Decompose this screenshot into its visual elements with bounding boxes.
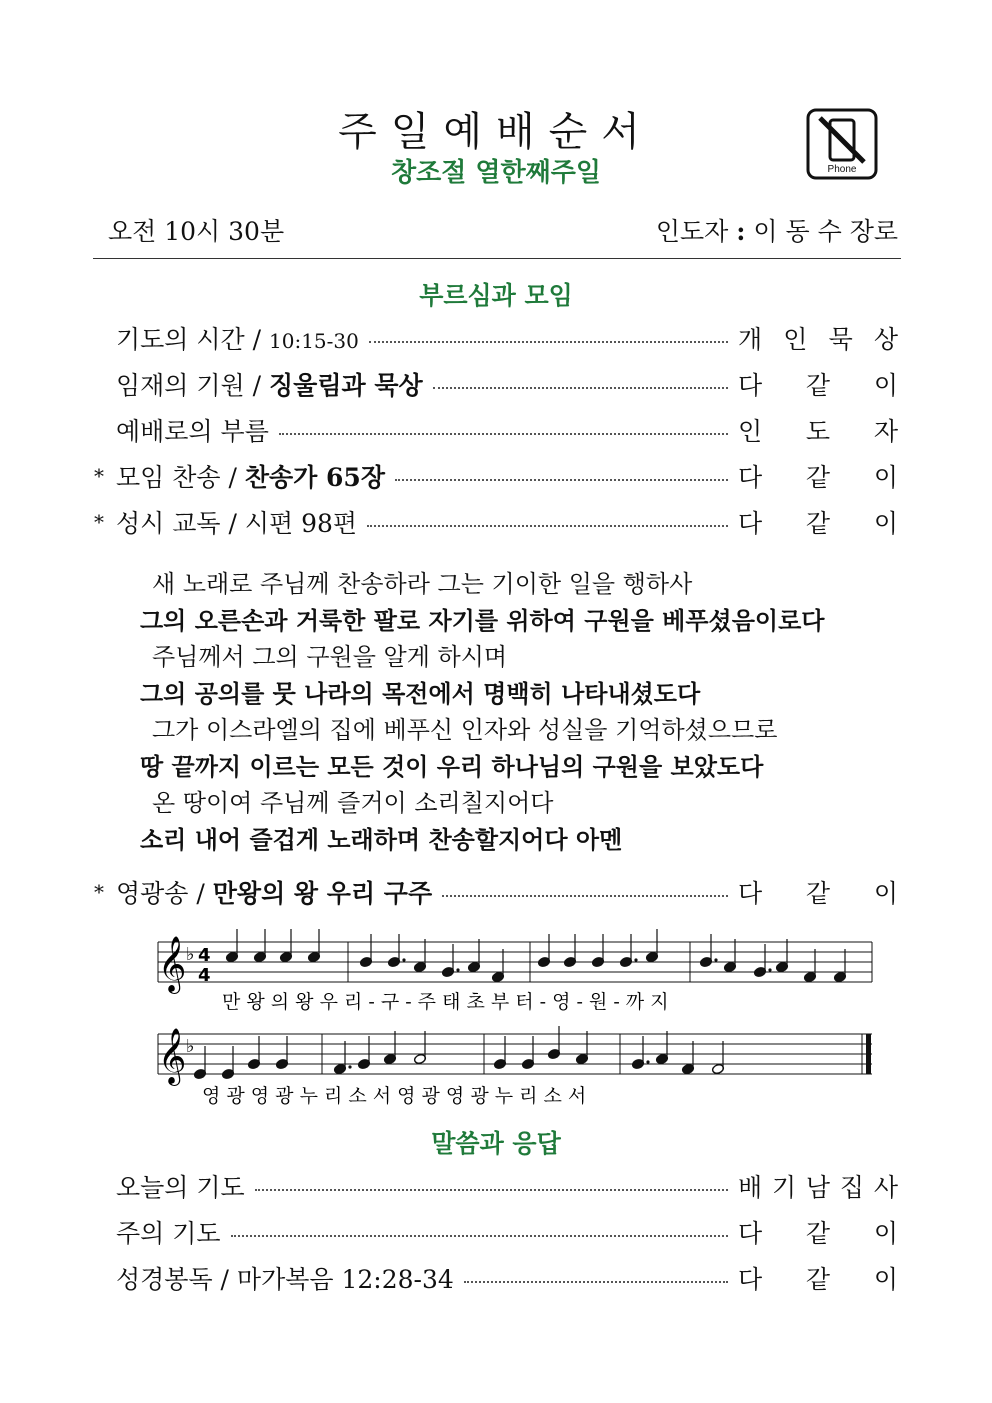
order-item-label: 기도의 시간 / bbox=[116, 325, 270, 354]
page-title: 주일예배순서 bbox=[338, 109, 654, 155]
psalm-line-leader: 그가 이스라엘의 집에 베푸신 인자와 성실을 기억하셨으므로 bbox=[152, 716, 778, 744]
note-dot bbox=[646, 1060, 649, 1063]
leader-colon: : bbox=[736, 217, 746, 246]
leader-dots bbox=[395, 479, 728, 481]
note-dot bbox=[348, 1065, 351, 1068]
leader-dots bbox=[367, 525, 728, 527]
note-dot bbox=[634, 958, 637, 961]
order-item-performer bbox=[738, 1260, 898, 1296]
psalm-line-response: 땅 끝까지 이르는 모든 것이 우리 하나님의 구원을 보았도다 bbox=[140, 752, 764, 781]
note-dot bbox=[714, 958, 717, 961]
order-item-label: 성시 교독 / 시편 98편 bbox=[116, 509, 358, 538]
order-item-label: 예배로의 부름 bbox=[116, 417, 269, 446]
order-item-title bbox=[116, 320, 359, 356]
standing-mark: * bbox=[94, 880, 104, 904]
order-item bbox=[94, 1260, 898, 1296]
performer-char: 같 bbox=[805, 371, 831, 400]
section-title-word: 말씀과 응답 bbox=[431, 1129, 561, 1158]
performer-char: 배 bbox=[738, 1173, 763, 1202]
performer-char: 같 bbox=[805, 1265, 831, 1294]
performer-char: 묵 bbox=[828, 325, 853, 354]
time-signature-top: 4 bbox=[198, 945, 211, 966]
psalm-line-response: 그의 공의를 뭇 나라의 목전에서 명백히 나타내셨도다 bbox=[140, 679, 701, 708]
performer-char: 인 bbox=[738, 417, 763, 446]
order-item-title bbox=[116, 504, 357, 540]
order-item bbox=[94, 504, 898, 540]
performer-char: 다 bbox=[738, 879, 763, 908]
order-item-title bbox=[116, 1168, 245, 1204]
order-item-label: 주의 기도 bbox=[116, 1219, 221, 1248]
order-item bbox=[94, 412, 898, 448]
order-item-title bbox=[116, 412, 269, 448]
performer-char: 이 bbox=[873, 509, 898, 538]
order-item-label: 영광송 / bbox=[116, 879, 213, 908]
performer-char: 다 bbox=[738, 371, 763, 400]
psalm-line-response: 그의 오른손과 거룩한 팔로 자기를 위하여 구원을 베푸셨음이로다 bbox=[140, 606, 825, 635]
order-item-performer bbox=[738, 874, 898, 910]
leader-dots bbox=[464, 1281, 728, 1283]
performer-char: 이 bbox=[873, 371, 898, 400]
performer-char: 자 bbox=[873, 417, 898, 446]
standing-mark: * bbox=[94, 464, 104, 488]
note-dot bbox=[456, 968, 459, 971]
treble-clef-icon: 𝄞 bbox=[158, 936, 187, 992]
leader-dots bbox=[231, 1235, 728, 1237]
performer-char: 다 bbox=[738, 463, 763, 492]
performer-char: 이 bbox=[873, 463, 898, 492]
performer-char: 같 bbox=[805, 509, 831, 538]
psalm-line-response: 소리 내어 즐겁게 노래하며 찬송할지어다 아멘 bbox=[140, 825, 623, 854]
note-dot bbox=[768, 968, 771, 971]
order-item-detail: 징울림과 묵상 bbox=[269, 371, 423, 400]
performer-char: 다 bbox=[738, 1219, 763, 1248]
order-item-performer bbox=[738, 366, 898, 402]
performer-char: 개 bbox=[738, 325, 763, 354]
performer-char: 집 bbox=[839, 1173, 865, 1202]
leader-dots bbox=[279, 433, 728, 435]
performer-char: 이 bbox=[873, 879, 898, 908]
section-title-gathering: 부르심과 모임 bbox=[419, 281, 573, 310]
phone-icon-label: Phone bbox=[827, 164, 857, 175]
no-phone-icon bbox=[806, 108, 878, 180]
order-item bbox=[94, 1168, 898, 1204]
order-item-performer bbox=[738, 1214, 898, 1250]
performer-char: 같 bbox=[805, 463, 831, 492]
leader-dots bbox=[255, 1189, 728, 1191]
order-item-label: 모임 찬송 / bbox=[116, 463, 245, 492]
time-signature-bottom: 4 bbox=[198, 965, 211, 986]
order-item-detail: 10:15-30 bbox=[269, 329, 359, 353]
performer-char: 이 bbox=[873, 1219, 898, 1248]
leader-name: 이 동 수 장로 bbox=[753, 217, 898, 246]
performer-char: 이 bbox=[873, 1265, 898, 1294]
order-item-performer bbox=[738, 412, 898, 448]
key-signature: ♭ bbox=[186, 1036, 195, 1057]
header-divider bbox=[93, 258, 901, 259]
order-item-detail: 만왕의 왕 우리 구주 bbox=[212, 879, 433, 908]
music-score bbox=[150, 928, 880, 1108]
performer-char: 기 bbox=[771, 1173, 797, 1202]
performer-char: 도 bbox=[805, 417, 831, 446]
leader-label: 인도자 bbox=[655, 217, 729, 246]
order-item-gloria bbox=[94, 874, 898, 910]
order-item-performer bbox=[738, 1168, 898, 1204]
order-item-performer bbox=[738, 458, 898, 494]
service-time: 오전 10시 30분 bbox=[108, 217, 285, 246]
page-subtitle: 창조절 열한째주일 bbox=[391, 158, 601, 188]
performer-char: 같 bbox=[805, 1219, 831, 1248]
order-item-performer bbox=[738, 504, 898, 540]
order-item-detail: 찬송가 65장 bbox=[244, 463, 385, 492]
order-item-title bbox=[116, 1214, 221, 1250]
order-item-title bbox=[116, 366, 423, 402]
order-item-title bbox=[116, 458, 385, 494]
final-barline bbox=[866, 1034, 871, 1074]
staff-line-2 bbox=[158, 1034, 872, 1074]
note-dot bbox=[402, 958, 405, 961]
performer-char: 다 bbox=[738, 1265, 763, 1294]
order-item bbox=[94, 320, 898, 356]
lyrics-line-2: 영 광 영 광 누 리 소 서 영 광 영 광 누 리 소 서 bbox=[202, 1085, 587, 1107]
performer-char: 남 bbox=[805, 1173, 831, 1202]
standing-mark: * bbox=[94, 510, 104, 534]
leader-dots bbox=[369, 341, 728, 343]
order-item bbox=[94, 458, 898, 494]
psalm-line-leader: 주님께서 그의 구원을 알게 하시며 bbox=[152, 643, 508, 671]
key-signature: ♭ bbox=[186, 944, 195, 965]
leader bbox=[656, 212, 898, 248]
leader-dots bbox=[442, 895, 728, 897]
order-item-title bbox=[116, 1260, 454, 1296]
order-item bbox=[94, 1214, 898, 1250]
performer-char: 같 bbox=[805, 879, 831, 908]
order-item-performer bbox=[738, 320, 898, 356]
psalm-line-leader: 온 땅이여 주님께 즐거이 소리칠지어다 bbox=[152, 789, 554, 817]
order-item-label: 임재의 기원 / bbox=[116, 371, 270, 400]
treble-clef-icon: 𝄞 bbox=[158, 1028, 187, 1084]
notes-line-1 bbox=[225, 929, 846, 983]
leader-dots bbox=[433, 387, 728, 389]
performer-char: 상 bbox=[873, 325, 898, 354]
lyrics-line-1: 만 왕 의 왕 우 리 - 구 - 주 태 초 부 터 - 영 - 원 - 까 지 bbox=[222, 991, 669, 1013]
performer-char: 인 bbox=[783, 325, 808, 354]
psalm-line-leader: 새 노래로 주님께 찬송하라 그는 기이한 일을 행하사 bbox=[152, 570, 693, 598]
performer-char: 사 bbox=[873, 1173, 898, 1202]
order-item-label: 성경봉독 / 마가복음 12:28-34 bbox=[116, 1265, 454, 1294]
order-item-label: 오늘의 기도 bbox=[116, 1173, 245, 1202]
performer-char: 다 bbox=[738, 509, 763, 538]
order-item bbox=[94, 366, 898, 402]
